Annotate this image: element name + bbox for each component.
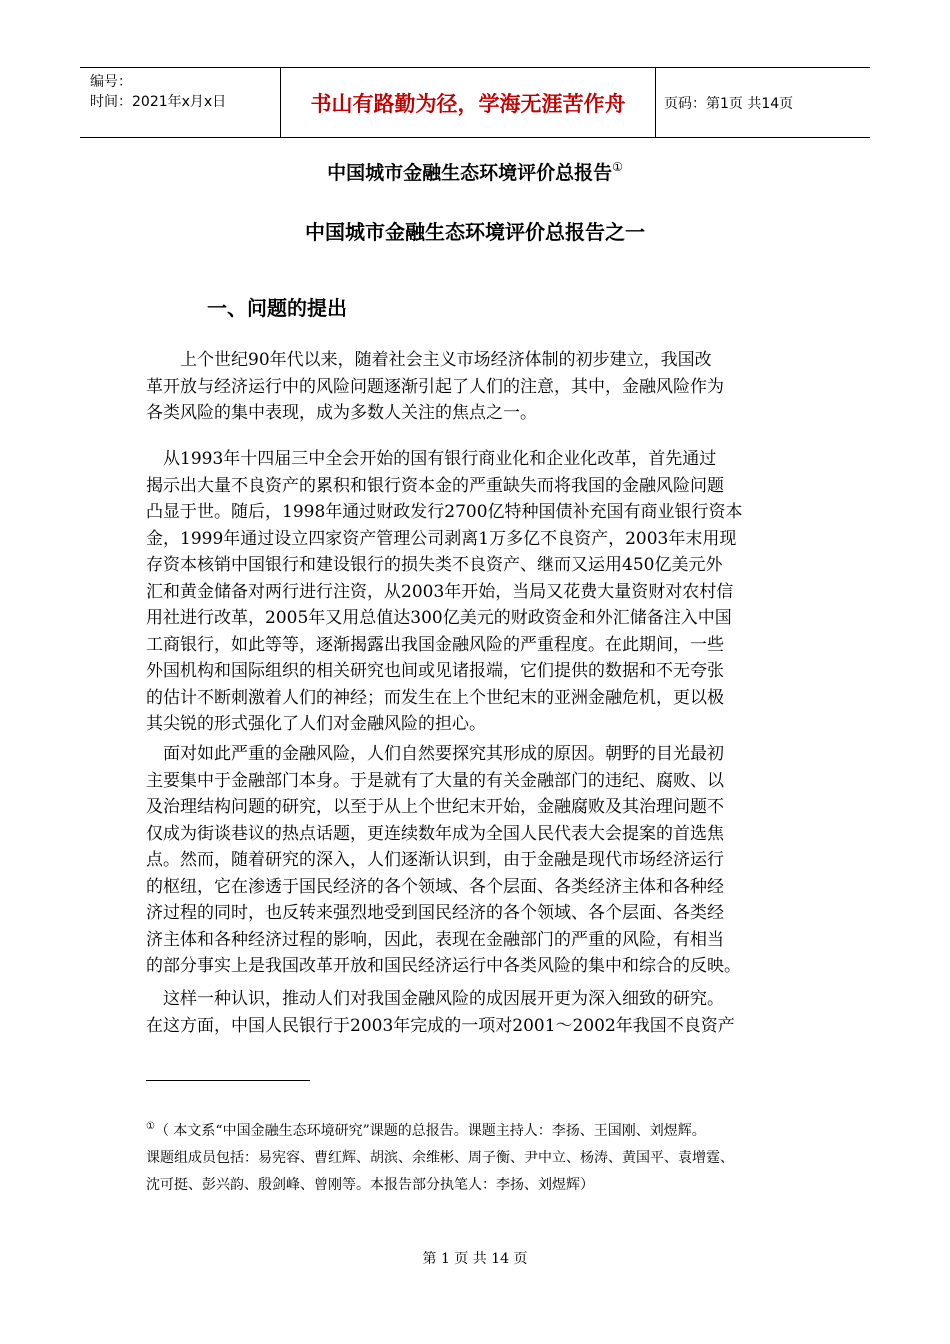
paragraph-3 (146, 741, 810, 980)
paragraph-line: 主要集中于金融部门本身。于是就有了大量的有关金融部门的违纪、腐败、以 (146, 770, 724, 791)
paragraph-2 (146, 446, 810, 738)
header-page-info: 页码：第1页 共14页 (664, 95, 794, 112)
paragraph-line: 点。然而，随着研究的深入，人们逐渐认识到，由于金融是现代市场经济运行 (146, 850, 724, 870)
paragraph-line: 揭示出大量不良资产的累积和银行资本金的严重缺失而将我国的金融风险问题 (146, 475, 724, 496)
paragraph-line: 在这方面，中国人民银行于2003年完成的一项对2001～2002年我国不良资产 (146, 1015, 735, 1036)
paragraph-line: 外国机构和国际组织的相关研究也间或见诸报端，它们提供的数据和不无夸张 (146, 661, 724, 681)
paragraph-line: 革开放与经济运行中的风险问题逐渐引起了人们的注意，其中，金融风险作为 (146, 376, 724, 397)
paragraph-1 (146, 347, 810, 427)
paragraph-line: 凸显于世。随后，1998年通过财政发行2700亿特种国债补充国有商业银行资本 (146, 502, 743, 522)
paragraph-line: 用社进行改革，2005年又用总值达300亿美元的财政资金和外汇储备注入中国 (146, 608, 732, 628)
paragraph-line: 上个世纪90年代以来，随着社会主义市场经济体制的初步建立，我国改 (146, 350, 712, 370)
paragraph-line: 汇和黄金储备对两行进行注资，从2003年开始，当局又花费大量资财对农村信 (146, 581, 734, 602)
footnote-reference-mark: ① (612, 160, 623, 174)
document-subtitle: 中国城市金融生态环境评价总报告之一 (305, 220, 645, 244)
paragraph-line: 面对如此严重的金融风险，人们自然要探究其形成的原因。朝野的目光最初 (146, 744, 724, 764)
document-number-label: 编号： (90, 74, 132, 90)
document-title (0, 158, 950, 185)
paragraph-line: 各类风险的集中表现，成为多数人关注的焦点之一。 (146, 403, 537, 423)
paragraph-line: 的枢纽，它在渗透于国民经济的各个领域、各个层面、各类经济主体和各种经 (146, 876, 724, 897)
paragraph-line: 济主体和各种经济过程的影响，因此，表现在金融部门的严重的风险，有相当 (146, 929, 724, 950)
footnote-separator (146, 1080, 310, 1081)
document-title-text: 中国城市金融生态环境评价总报告 (327, 162, 613, 184)
paragraph-line: 的部分事实上是我国改革开放和国民经济运行中各类风险的集中和综合的反映。 (146, 956, 741, 976)
paragraph-line: 金，1999年通过设立四家资产管理公司剥离1万多亿不良资产，2003年末用现 (146, 528, 737, 549)
paragraph-line: 济过程的同时，也反转来强烈地受到国民经济的各个领域、各个层面、各类经 (146, 903, 724, 923)
footnote-line (146, 1113, 816, 1145)
footnote (146, 1113, 816, 1199)
footnote-line: 沈可挺、彭兴韵、殷剑峰、曾刚等。本报告部分执笔人：李扬、刘煜辉） (146, 1177, 594, 1193)
footnote-line: 课题组成员包括：易宪容、曹红辉、胡滨、余维彬、周子衡、尹中立、杨涛、黄国平、袁增霆、 (146, 1150, 734, 1166)
header-motto: 书山有路勤为径，学海无涯苦作舟 (281, 68, 656, 137)
paragraph-line: 从1993年十四届三中全会开始的国有银行商业化和企业化改革，首先通过 (146, 449, 717, 469)
paragraph-line: 这样一种认识，推动人们对我国金融风险的成因展开更为深入细致的研究。 (146, 989, 724, 1009)
document-date-label: 时间：2021年x月x日 (90, 94, 227, 110)
section-heading: 一、问题的提出 (207, 296, 347, 320)
paragraph-4 (146, 986, 810, 1039)
paragraph-line: 存资本核销中国银行和建设银行的损失类不良资产、继而又运用450亿美元外 (146, 555, 723, 575)
page-footer: 第 1 页 共 14 页 (422, 1251, 528, 1267)
paragraph-line: 的估计不断刺激着人们的神经；而发生在上个世纪末的亚洲金融危机，更以极 (146, 687, 724, 708)
header-meta (80, 68, 281, 137)
paragraph-line: 工商银行，如此等等，逐渐揭露出我国金融风险的严重程度。在此期间，一些 (146, 634, 724, 655)
paragraph-line: 仅成为街谈巷议的热点话题，更连续数年成为全国人民代表大会提案的首选焦 (146, 823, 724, 844)
page-header (80, 67, 870, 138)
paragraph-line: 其尖锐的形式强化了人们对金融风险的担心。 (146, 714, 486, 734)
footnote-mark: ① (146, 1121, 155, 1132)
footnote-text: （ 本文系“中国金融生态环境研究”课题的总报告。课题主持人：李扬、王国刚、刘煜辉。 (154, 1123, 706, 1139)
paragraph-line: 及治理结构问题的研究，以至于从上个世纪末开始，金融腐败及其治理问题不 (146, 797, 724, 817)
